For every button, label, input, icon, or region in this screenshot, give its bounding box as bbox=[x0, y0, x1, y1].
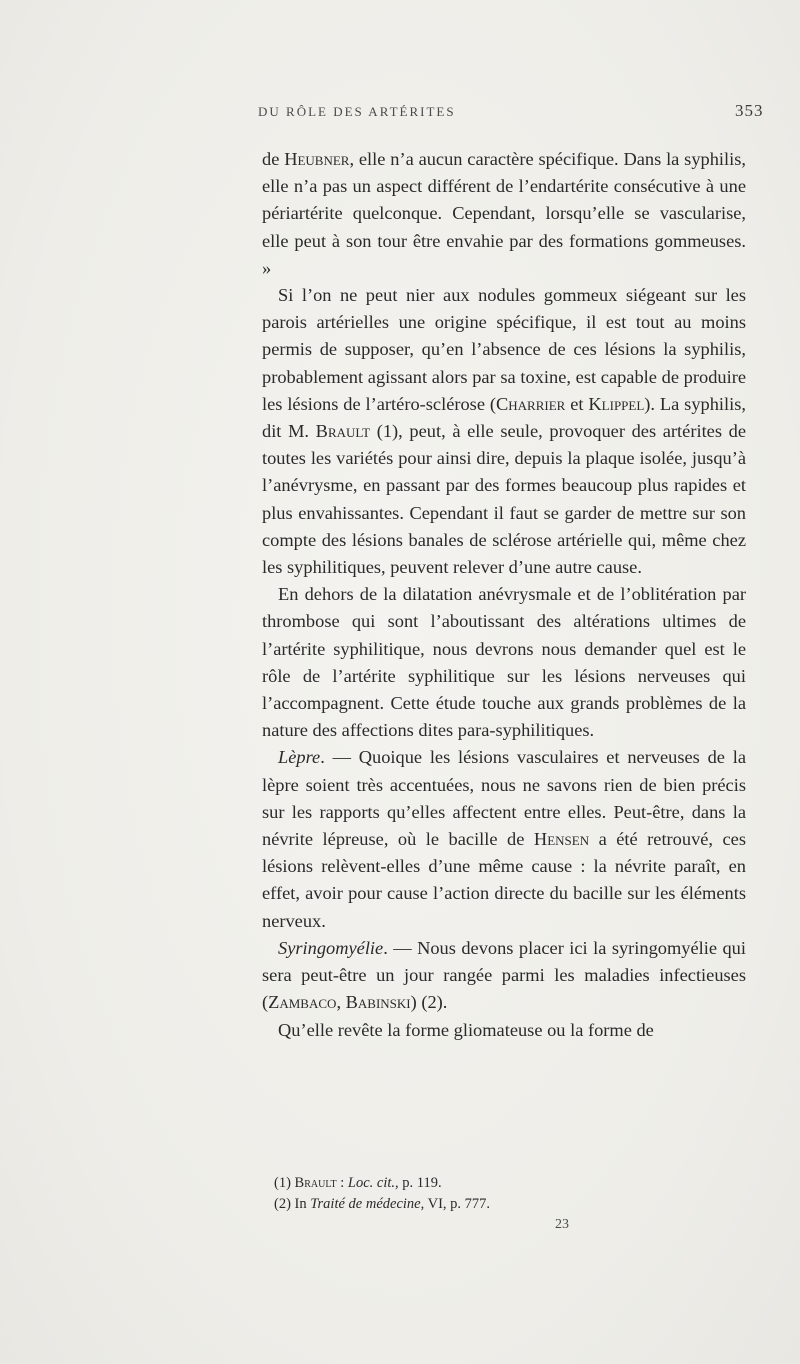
text-run: . — Quoique les lésions vasculaires et nerveuses de la lèpre soient très accentuées, nous ne savons rien de bien précis sur les rapports qu’elles affectent entre elles. Peut-être, dans la névrite lépreuse, où le bacille de bbox=[262, 747, 746, 850]
author-name: Charrier bbox=[496, 393, 566, 414]
text-run: : bbox=[336, 1175, 348, 1191]
text-run: a été retrouvé, ces lésions relèvent-elles d’une même cause : la névrite paraît, en effet, avoir pour cause l’action directe du bacille sur les éléments nerveux. bbox=[262, 829, 747, 931]
paragraph-5 bbox=[262, 935, 746, 1017]
author-name: Brault bbox=[315, 421, 371, 442]
author-name: Babinski bbox=[345, 992, 411, 1013]
paragraph-4 bbox=[262, 744, 746, 934]
paragraph-6 bbox=[262, 1017, 746, 1044]
paragraph-2 bbox=[262, 282, 746, 581]
footnote-number: (2) bbox=[274, 1196, 295, 1212]
text-run: (1), peut, à elle seule, provoquer des artérites de toutes les variétés pour ainsi dire, depuis la plaque isolée, jusqu’à l’anévrysme, en passant par des formes beaucoup plus rapides et plus envahissantes. Cependant il faut se garder de mettre sur son compte des lésions banales de sclérose artérielle qui, même chez les syphilitiques, peuvent relever d’une autre cause. bbox=[262, 421, 747, 578]
author-name: Heubner bbox=[284, 149, 350, 169]
main-text bbox=[262, 146, 746, 1044]
footnotes bbox=[262, 1173, 746, 1215]
section-title: Lèpre bbox=[278, 747, 321, 768]
text-run: , VI, p. 777. bbox=[420, 1196, 491, 1212]
citation-title: Traité de médecine bbox=[310, 1196, 421, 1212]
paragraph-3 bbox=[262, 581, 746, 744]
author-name: Zambaco bbox=[268, 992, 337, 1013]
text-run: ) (2). bbox=[410, 992, 448, 1013]
text-run: , bbox=[336, 992, 346, 1013]
footnote-number: (1) bbox=[274, 1175, 295, 1191]
author-name: Klippel bbox=[588, 393, 645, 414]
text-run: ). La syphilis, dit M. bbox=[262, 393, 747, 442]
text-run: . — Nous devons placer ici la syringomyélie qui sera peut-être un jour rangée parmi les maladies infectieuses ( bbox=[262, 937, 746, 1013]
footnote-2 bbox=[274, 1194, 746, 1215]
text-run: , elle n’a aucun caractère spécifique. Dans la syphilis, elle n’a pas un aspect différent de l’endartérite consécutive à une périartérite quelconque. Cependant, lorsqu’elle se vascularise, elle peut à son tour être envahie par des formations gommeuses. » bbox=[262, 149, 746, 278]
text-run: de bbox=[262, 149, 285, 169]
signature-mark: 23 bbox=[555, 1217, 569, 1232]
paragraph-1 bbox=[262, 146, 746, 282]
text-run: Si l’on ne peut nier aux nodules gommeux siégeant sur les parois artérielles une origine spécifique, il est tout au moins permis de supposer, qu’en l’absence de ces lésions la syphilis, probablement agissant alors par sa toxine, est capable de produire les lésions de l’artéro-sclérose ( bbox=[262, 285, 746, 414]
text-run: En dehors de la dilatation anévrysmale et de l’oblitération par thrombose qui sont l’aboutissant des altérations ultimes de l’artérite syphilitique, nous devrons nous demander quel est le rôle de l’artérite syphilitique sur les lésions nerveuses qui l’accompagnent. Cette étude touche aux grands problèmes de la nature des affections dites para-syphilitiques. bbox=[262, 584, 746, 741]
footnote-1 bbox=[274, 1173, 746, 1194]
text-run: In bbox=[294, 1196, 311, 1212]
text-run: , p. 119. bbox=[395, 1175, 442, 1191]
text-run: Qu’elle revête la forme gliomateuse ou la forme de bbox=[278, 1019, 654, 1040]
citation-title: Loc. cit. bbox=[347, 1175, 396, 1191]
author-name: Brault bbox=[294, 1175, 337, 1191]
running-title: DU RÔLE DES ARTÉRITES bbox=[258, 104, 456, 119]
author-name: Hensen bbox=[533, 829, 590, 850]
text-run: et bbox=[565, 393, 589, 414]
page-number: 353 bbox=[735, 101, 764, 120]
section-title: Syringomyélie bbox=[278, 937, 384, 958]
